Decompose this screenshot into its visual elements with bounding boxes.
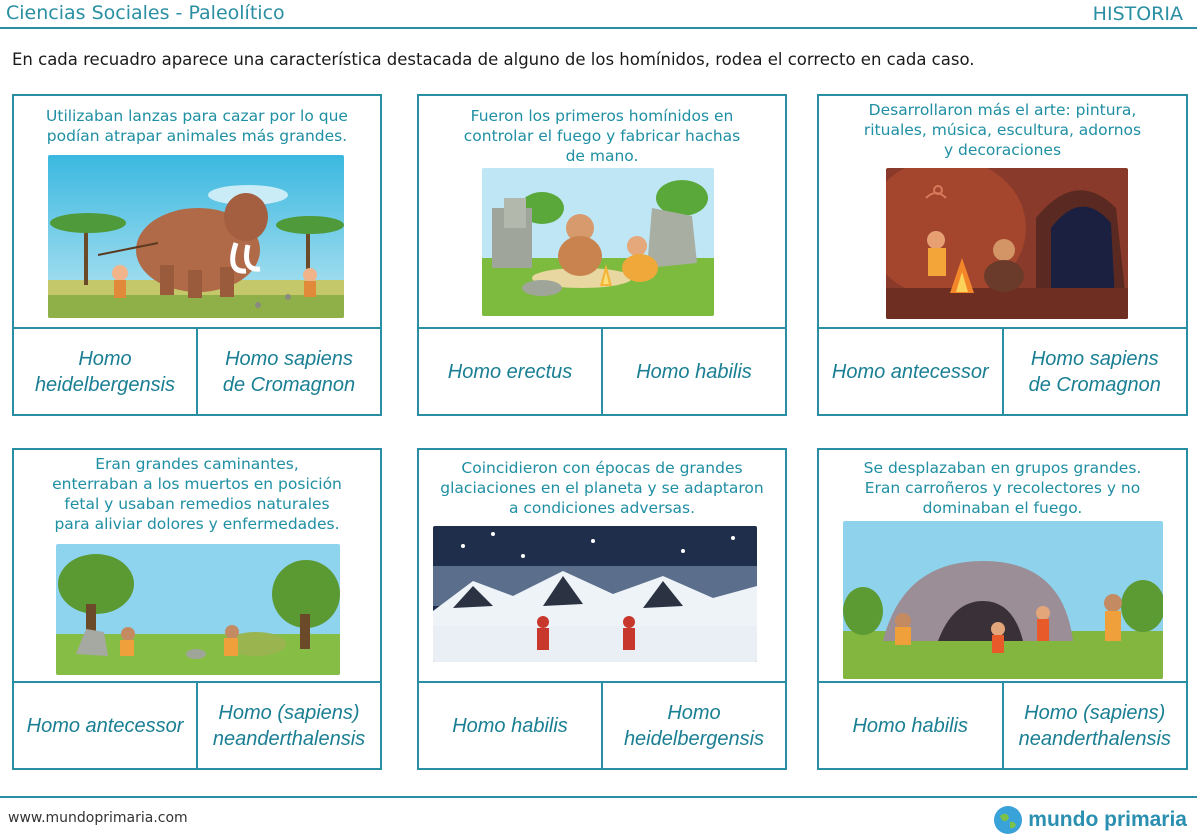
option-1[interactable] bbox=[819, 683, 1002, 768]
option-text: de Cromagnon bbox=[222, 373, 356, 396]
option-text: Homo antecessor bbox=[26, 714, 184, 737]
option-text: Homo sapiens bbox=[225, 347, 353, 370]
option-1[interactable] bbox=[419, 329, 601, 414]
option-1[interactable] bbox=[14, 683, 196, 768]
option-text: Homo (sapiens) bbox=[1024, 701, 1166, 724]
answer-options bbox=[417, 681, 787, 770]
card-4 bbox=[12, 448, 382, 770]
desc-line: para aliviar dolores y enfermedades. bbox=[54, 515, 340, 533]
desc-line: Desarrollaron más el arte: pintura, bbox=[868, 101, 1137, 119]
card-description bbox=[427, 106, 777, 166]
option-2[interactable] bbox=[601, 683, 785, 768]
ice-age-illustration bbox=[433, 526, 757, 662]
globe-icon bbox=[994, 806, 1022, 834]
brand-logo bbox=[994, 806, 1187, 834]
answer-options bbox=[417, 327, 787, 416]
option-1[interactable] bbox=[419, 683, 601, 768]
option-text: Homo (sapiens) bbox=[218, 701, 360, 724]
option-1[interactable] bbox=[819, 329, 1002, 414]
cave-art-illustration bbox=[886, 168, 1128, 319]
instructions: En cada recuadro aparece una característica destacada de alguno de los homínidos, rodea el correcto en cada caso. bbox=[12, 50, 975, 69]
option-text: heidelbergensis bbox=[34, 373, 176, 396]
desc-line: y decoraciones bbox=[943, 141, 1062, 159]
card-5 bbox=[417, 448, 787, 770]
desc-line: a condiciones adversas. bbox=[508, 499, 696, 517]
option-2[interactable] bbox=[1002, 329, 1187, 414]
desc-line: controlar el fuego y fabricar hachas bbox=[463, 127, 741, 145]
option-text: Homo sapiens bbox=[1030, 347, 1159, 370]
subject-label: HISTORIA bbox=[1092, 3, 1183, 25]
option-text: heidelbergensis bbox=[623, 727, 765, 750]
desc-line: rituales, música, escultura, adornos bbox=[863, 121, 1142, 139]
option-text: neanderthalensis bbox=[1018, 727, 1171, 750]
fire-camp-illustration bbox=[482, 168, 714, 316]
option-text: de Cromagnon bbox=[1028, 373, 1161, 396]
card-description bbox=[427, 458, 777, 518]
option-text: Homo antecessor bbox=[831, 360, 989, 383]
desc-line: Coincidieron con épocas de grandes bbox=[461, 459, 743, 477]
desc-line: dominaban el fuego. bbox=[922, 499, 1083, 517]
option-text: neanderthalensis bbox=[212, 727, 366, 750]
desc-line: glaciaciones en el planeta y se adaptaron bbox=[440, 479, 764, 497]
answer-options bbox=[12, 327, 382, 416]
desc-line: podían atrapar animales más grandes. bbox=[46, 127, 348, 145]
mammoth-hunt-illustration bbox=[48, 155, 344, 318]
card-description bbox=[22, 106, 372, 146]
option-2[interactable] bbox=[196, 683, 380, 768]
option-text: Homo habilis bbox=[636, 360, 752, 383]
footer-url[interactable]: www.mundoprimaria.com bbox=[8, 810, 188, 826]
desc-line: fetal y usaban remedios naturales bbox=[64, 495, 330, 513]
option-1[interactable] bbox=[14, 329, 196, 414]
logo-text: mundo primaria bbox=[1028, 808, 1187, 831]
card-description bbox=[22, 454, 372, 534]
header-divider bbox=[0, 27, 1197, 29]
desc-line: Eran carroñeros y recolectores y no bbox=[864, 479, 1141, 497]
card-6 bbox=[817, 448, 1188, 770]
worksheet-title: Ciencias Sociales - Paleolítico bbox=[6, 2, 285, 24]
card-2 bbox=[417, 94, 787, 416]
option-text: Homo bbox=[78, 347, 132, 370]
option-text: Homo habilis bbox=[852, 714, 969, 737]
burial-illustration bbox=[56, 544, 340, 675]
answer-options bbox=[12, 681, 382, 770]
card-description bbox=[827, 100, 1178, 160]
option-2[interactable] bbox=[1002, 683, 1187, 768]
desc-line: enterraban a los muertos en posición bbox=[52, 475, 342, 493]
card-1 bbox=[12, 94, 382, 416]
option-text: Homo erectus bbox=[447, 360, 573, 383]
desc-line: Fueron los primeros homínidos en bbox=[470, 107, 734, 125]
option-2[interactable] bbox=[196, 329, 380, 414]
desc-line: Eran grandes caminantes, bbox=[95, 455, 299, 473]
desc-line: de mano. bbox=[565, 147, 639, 165]
footer-divider bbox=[0, 796, 1197, 798]
desc-line: Se desplazaban en grupos grandes. bbox=[863, 459, 1142, 477]
option-text: Homo bbox=[667, 701, 721, 724]
option-2[interactable] bbox=[601, 329, 785, 414]
card-description bbox=[827, 458, 1178, 518]
option-text: Homo habilis bbox=[452, 714, 568, 737]
group-cave-illustration bbox=[843, 521, 1163, 679]
answer-options bbox=[817, 681, 1188, 770]
card-3 bbox=[817, 94, 1188, 416]
answer-options bbox=[817, 327, 1188, 416]
desc-line: Utilizaban lanzas para cazar por lo que bbox=[46, 107, 348, 125]
